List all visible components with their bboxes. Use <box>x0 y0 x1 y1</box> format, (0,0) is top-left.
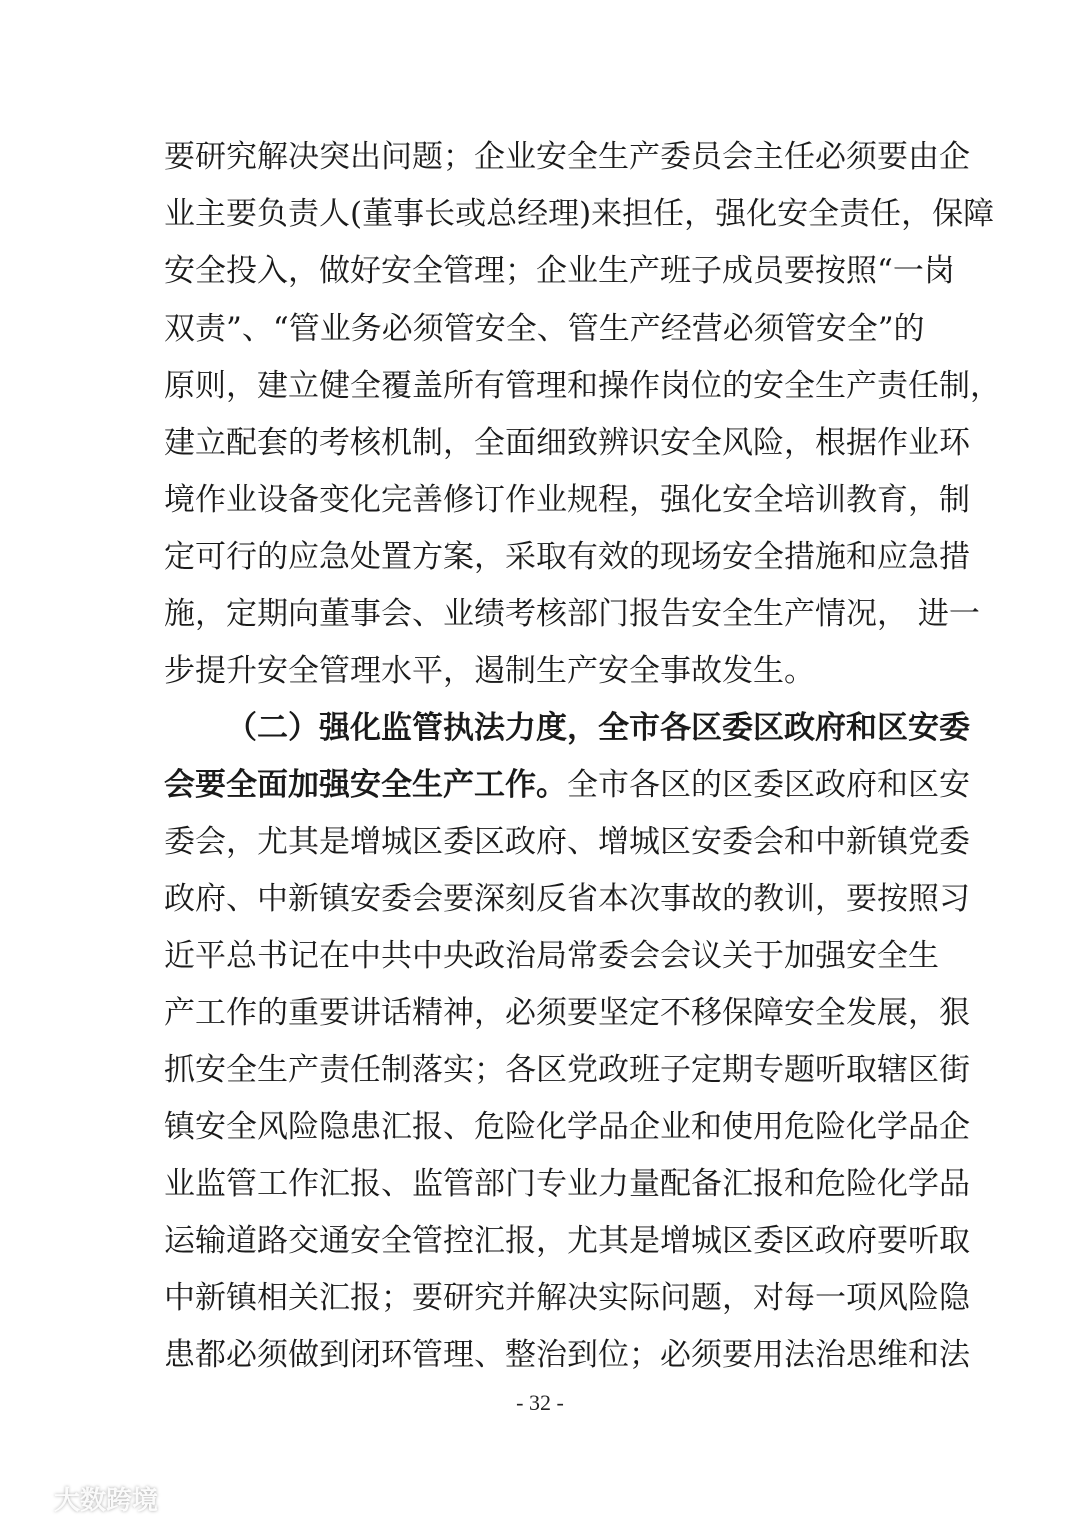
paragraph-line: 建立配套的考核机制，全面细致辨识安全风险，根据作业环 <box>164 425 970 461</box>
paragraph-line: 步提升安全管理水平，遏制生产安全事故发生。 <box>164 653 815 689</box>
paragraph-line: 抓安全生产责任制落实；各区党政班子定期专题听取辖区街 <box>164 1052 970 1088</box>
page-number: - 32 - <box>516 1390 564 1415</box>
watermark <box>12 1478 158 1518</box>
section-heading: （二）强化监管执法力度，全市各区委区政府和区安委 <box>226 710 970 746</box>
paragraph-text: 全市各区的区委区政府和区安 <box>567 767 970 803</box>
paragraph-line: 近平总书记在中共中央政治局常委会会议关于加强安全生 <box>164 938 939 974</box>
paragraph-line: 境作业设备变化完善修订作业规程，强化安全培训教育，制 <box>164 482 970 518</box>
paragraph-line: 安全投入，做好安全管理；企业生产班子成员要按照“一岗 <box>164 253 955 289</box>
paragraph-line: 镇安全风险隐患汇报、危险化学品企业和使用危险化学品企 <box>164 1109 970 1145</box>
paragraph-line: 运输道路交通安全管控汇报，尤其是增城区委区政府要听取 <box>164 1223 970 1259</box>
paragraph-line: 双责”、“管业务必须管安全、管生产经营必须管安全”的 <box>164 311 925 347</box>
section-heading-bold: 会要全面加强安全生产工作。 <box>164 767 567 803</box>
watermark-text: 大数跨境 <box>54 1485 159 1516</box>
paragraph-line: 业监管工作汇报、监管部门专业力量配备汇报和危险化学品 <box>164 1166 970 1202</box>
paragraph-line: 政府、中新镇安委会要深刻反省本次事故的教训，要按照习 <box>164 881 970 917</box>
paragraph-line: 委会，尤其是增城区委区政府、增城区安委会和中新镇党委 <box>164 824 970 860</box>
paragraph-line: 业主要负责人(董事长或总经理)来担任，强化安全责任，保障 <box>164 196 995 232</box>
paragraph-line: 产工作的重要讲话精神，必须要坚定不移保障安全发展，狠 <box>164 995 970 1031</box>
paragraph-line: 中新镇相关汇报；要研究并解决实际问题，对每一项风险隐 <box>164 1280 970 1316</box>
section-heading-continued <box>164 765 970 805</box>
paragraph-line: 原则，建立健全覆盖所有管理和操作岗位的安全生产责任制， <box>164 368 1001 404</box>
paragraph-line: 要研究解决突出问题；企业安全生产委员会主任必须要由企 <box>164 139 970 175</box>
weibo-logo-icon <box>12 1483 48 1513</box>
paragraph-line: 施，定期向董事会、业绩考核部门报告安全生产情况， 进一 <box>164 596 980 632</box>
paragraph-line: 定可行的应急处置方案，采取有效的现场安全措施和应急措 <box>164 539 970 575</box>
paragraph-line: 患都必须做到闭环管理、整治到位；必须要用法治思维和法 <box>164 1337 970 1373</box>
